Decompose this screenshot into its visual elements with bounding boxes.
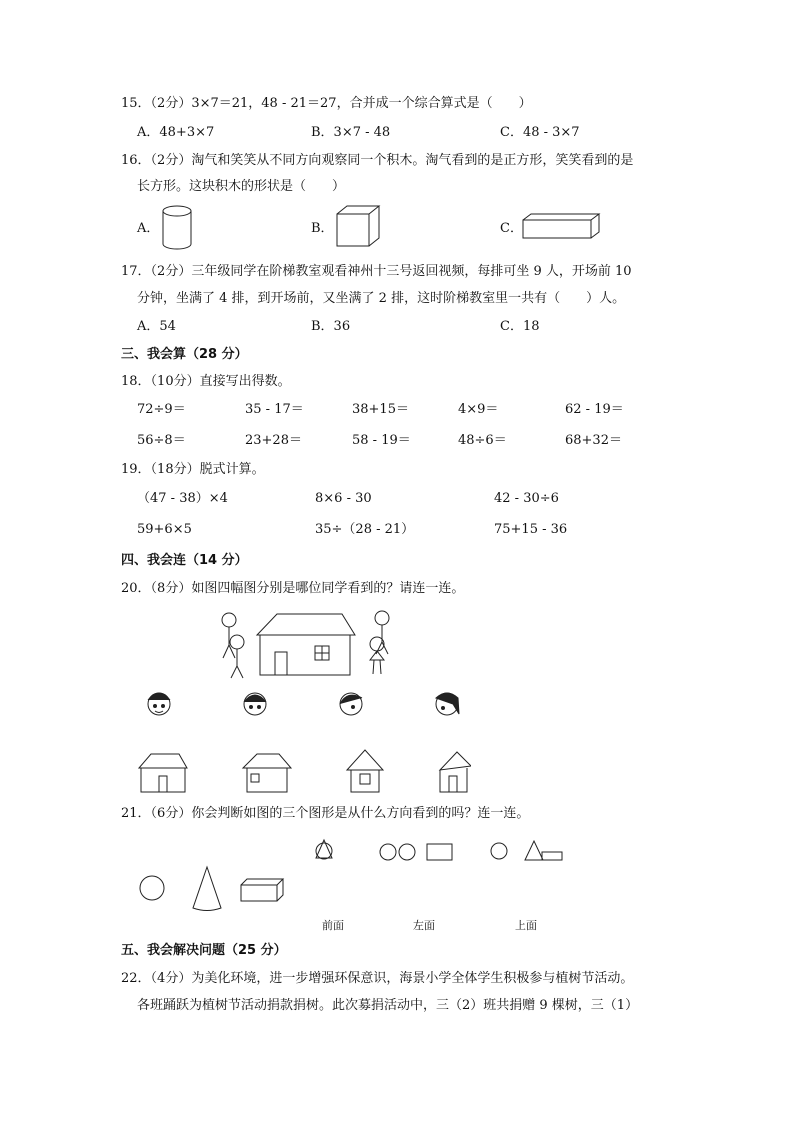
children-heads [148,693,459,715]
q22-stem-line1: 22．（4分）为美化环境，进一步增强环保意识，海景小学全体学生积极参与植树节活动。 [121,971,634,986]
section-5-title: 五、我会解决问题（25 分） [121,943,287,958]
q18-stem: 18．（10分）直接写出得数。 [121,374,291,389]
q15-option-b[interactable]: B．3×7 - 48 [311,125,391,140]
q17-stem-line2: 分钟，坐满了 4 排，到开场前，又坐满了 2 排，这时阶梯教室里一共有（ ）人。 [137,291,626,306]
q17-option-b[interactable]: B．36 [311,319,351,334]
q18-r2-c1: 56÷8＝ [137,433,186,448]
q16-stem-line1: 16．（2分）淘气和笑笑从不同方向观察同一个积木。淘气看到的是正方形，笑笑看到的是 [121,153,634,168]
label-top: 上面 [515,919,537,932]
q18-r1-c1: 72÷9＝ [137,402,186,417]
q15-option-c[interactable]: C．48 - 3×7 [500,125,580,140]
q19-r1-c1: （47 - 38）×4 [137,491,228,506]
q16-option-b[interactable]: B． [311,221,334,236]
q21-stem: 21．（6分）你会判断如图的三个图形是从什么方向看到的吗？连一连。 [121,806,530,821]
q22-stem-line2: 各班踊跃为植树节活动捐款捐树。此次募捐活动中，三（2）班共捐赠 9 棵树，三（1） [137,998,639,1013]
cuboid-figure [520,212,602,242]
house-views [139,750,471,792]
label-front: 前面 [322,919,344,932]
q16-option-a[interactable]: A． [137,221,160,236]
q15-stem: 15．（2分）3×7＝21，48 - 21＝27，合并成一个综合算式是（ ） [121,96,532,111]
q18-r1-c3: 38+15＝ [352,402,409,417]
label-left: 左面 [413,919,435,932]
q18-r1-c4: 4×9＝ [458,402,499,417]
cube-figure [334,204,384,248]
cuboid-solid [241,885,277,901]
q16-stem-line2: 长方形。这块积木的形状是（ ） [137,179,346,194]
q18-r2-c4: 48÷6＝ [458,433,507,448]
q18-r2-c5: 68+32＝ [565,433,622,448]
q18-r2-c2: 23+28＝ [245,433,302,448]
sphere-solid [140,876,164,900]
section-4-title: 四、我会连（14 分） [121,553,248,568]
q15-option-a[interactable]: A．48+3×7 [137,125,215,140]
q18-r1-c2: 35 - 17＝ [245,402,304,417]
house-scene [222,611,389,678]
q19-r1-c2: 8×6 - 30 [315,491,372,506]
q18-r2-c3: 58 - 19＝ [352,433,411,448]
q19-r2-c2: 35÷（28 - 21） [315,522,415,537]
q21-picture [137,830,565,934]
q17-stem-line1: 17．（2分）三年级同学在阶梯教室观看神州十三号返回视频，每排可坐 9 人，开场前 10 [121,264,632,279]
q19-r2-c3: 75+15 - 36 [494,522,568,537]
q19-r2-c1: 59+6×5 [137,522,192,537]
q18-r1-c5: 62 - 19＝ [565,402,624,417]
q16-option-c[interactable]: C． [500,221,523,236]
cylinder-figure [160,204,194,252]
q17-option-a[interactable]: A．54 [137,319,176,334]
q17-option-c[interactable]: C．18 [500,319,540,334]
section-3-title: 三、我会算（28 分） [121,347,248,362]
q20-stem: 20．（8分）如图四幅图分别是哪位同学看到的？请连一连。 [121,581,465,596]
q19-stem: 19．（18分）脱式计算。 [121,462,265,477]
cone-solid [193,867,221,911]
q19-r1-c3: 42 - 30÷6 [494,491,559,506]
q20-picture [137,600,471,796]
